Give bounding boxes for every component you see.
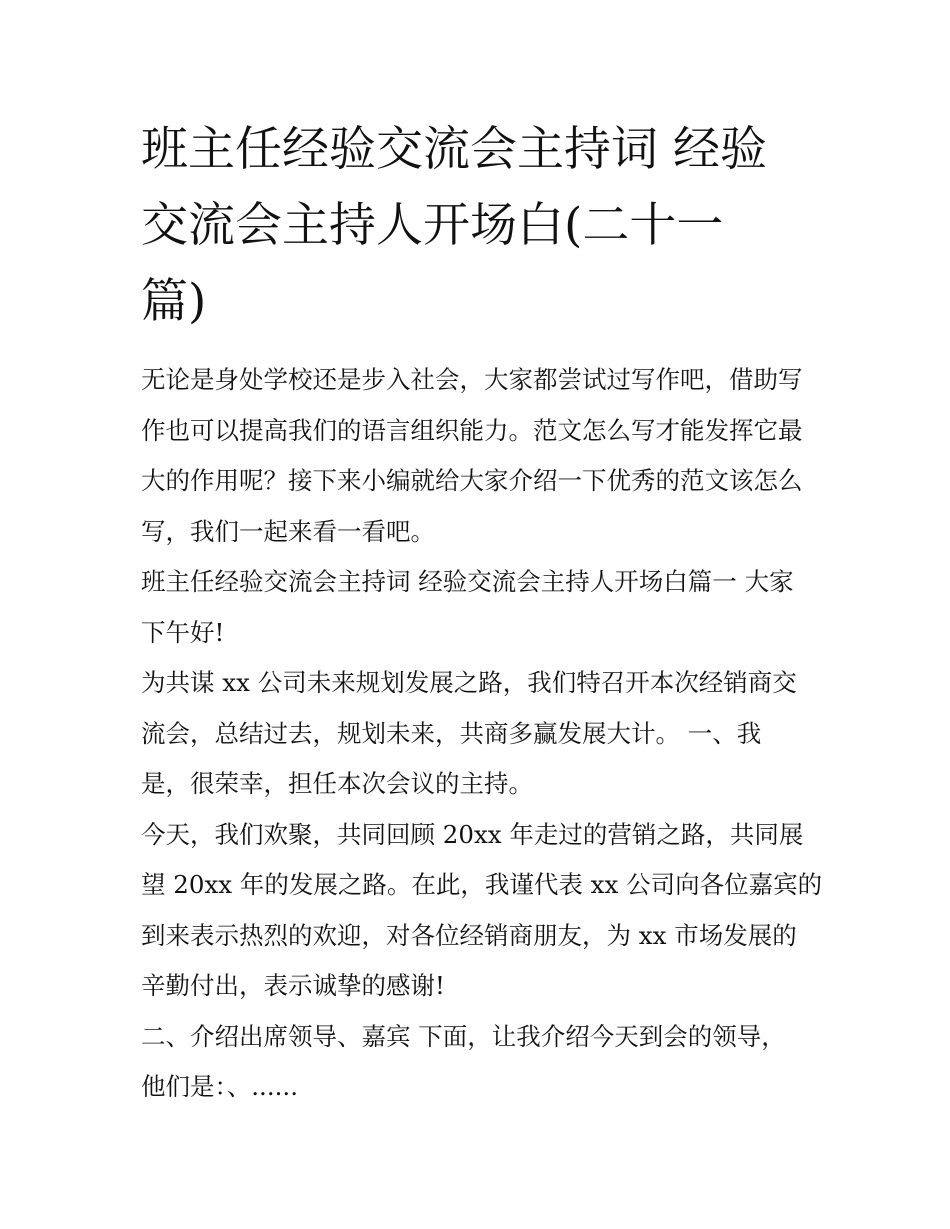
text-line: 写，我们一起来看一看吧。: [141, 516, 435, 546]
text-line: 到来表示热烈的欢迎，对各位经销商朋友，为 xx 市场发展的: [141, 920, 797, 950]
paragraph-purpose: [141, 658, 831, 810]
title-line: 篇): [141, 274, 207, 329]
paragraph-welcome: [141, 810, 831, 1012]
text-line: 为共谋 xx 公司未来规划发展之路，我们特召开本次经销商交: [141, 668, 797, 697]
text-line: 今天，我们欢聚，共同回顾 20xx 年走过的营销之路，共同展: [141, 819, 804, 849]
title-line: 班主任经验交流会主持词 经验: [141, 122, 767, 177]
text-line: 他们是：、......: [141, 1072, 298, 1101]
text-line: 作也可以提高我们的语言组织能力。范文怎么写才能发挥它最: [141, 415, 803, 445]
title-line: 交流会主持人开场白(二十一: [141, 198, 724, 253]
text-line: 辛勤付出，表示诚挚的感谢!: [141, 971, 445, 1000]
text-line: 大的作用呢？接下来小编就给大家介绍一下优秀的范文该怎么: [141, 466, 803, 495]
text-line: 班主任经验交流会主持词 经验交流会主持人开场白篇一 大家: [141, 567, 794, 596]
document-body: [141, 355, 831, 1113]
text-line: 无论是身处学校还是步入社会，大家都尝试过写作吧，借助写: [141, 365, 803, 394]
text-line: 是，很荣幸，担任本次会议的主持。: [141, 769, 533, 798]
text-line: 下午好!: [141, 617, 225, 647]
text-line: 流会，总结过去，规划未来，共商多赢发展大计。 一、我: [141, 718, 762, 748]
document-title: [141, 112, 831, 340]
text-line: 望 20xx 年的发展之路。在此，我谨代表 xx 公司向各位嘉宾的: [141, 870, 823, 899]
text-line: 二、介绍出席领导、嘉宾 下面，让我介绍今天到会的领导，: [141, 1021, 786, 1051]
paragraph-intro: [141, 355, 831, 557]
paragraph-section-heading: [141, 557, 831, 658]
paragraph-introductions: [141, 1012, 831, 1113]
